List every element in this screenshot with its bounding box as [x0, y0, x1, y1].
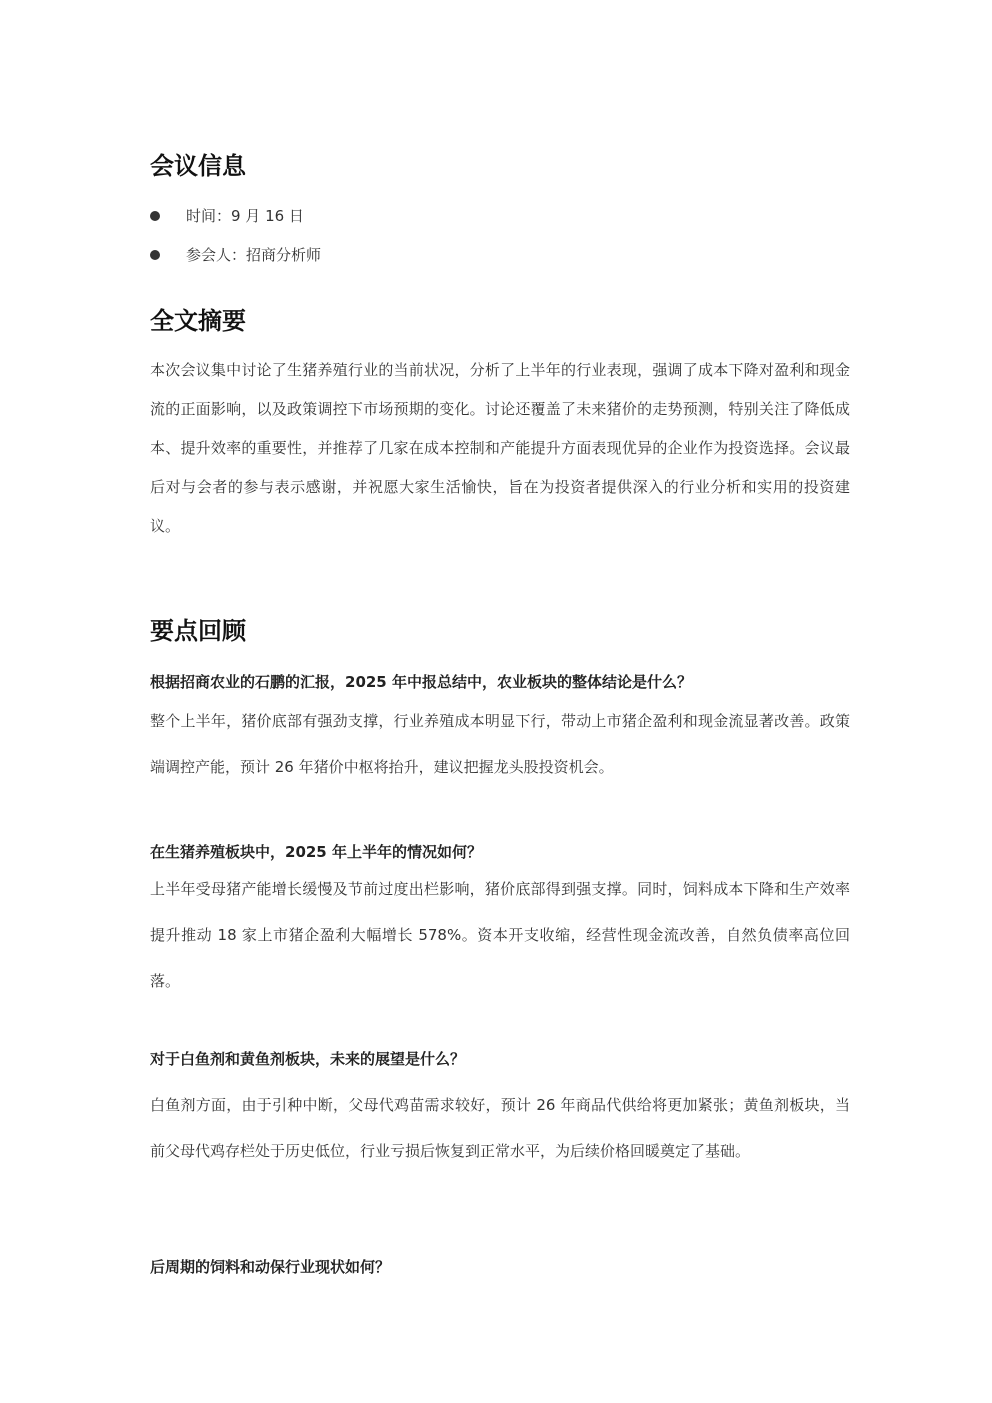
bullet-dot-icon [150, 211, 160, 221]
summary-paragraph: 本次会议集中讨论了生猪养殖行业的当前状况，分析了上半年的行业表现，强调了成本下降对盈利和现金流的正面影响，以及政策调控下市场预期的变化。讨论还覆盖了未来猪价的走势预测，特别关注了降低成本、提升效率的重要性，并推荐了几家在成本控制和产能提升方面表现优异的企业作为投资选择。会议最后对与会者的参与表示感谢，并祝愿大家生活愉快，旨在为投资者提供深入的行业分析和实用的投资建议。 [150, 361, 850, 535]
key-point-question-3: 对于白鱼剂和黄鱼剂板块，未来的展望是什么？ [150, 1050, 466, 1068]
key-point-answer-3: 白鱼剂方面，由于引种中断，父母代鸡苗需求较好，预计 26 年商品代供给将更加紧张；黄鱼剂板块，当前父母代鸡存栏处于历史低位，行业亏损后恢复到正常水平，为后续价格回暖奠定了基础。 [150, 1096, 850, 1160]
bullet-dot-icon [150, 250, 160, 260]
key-point-question-1: 根据招商农业的石鹏的汇报，2025 年中报总结中，农业板块的整体结论是什么？ [150, 673, 692, 691]
meeting-time-text: 时间：9 月 16 日 [186, 207, 304, 225]
key-point-question-4: 后周期的饲料和动保行业现状如何？ [150, 1258, 391, 1276]
summary-heading: 全文摘要 [150, 307, 246, 335]
key-point-question-2: 在生猪养殖板块中，2025 年上半年的情况如何？ [150, 843, 482, 861]
key-point-answer-1: 整个上半年，猪价底部有强劲支撑，行业养殖成本明显下行，带动上市猪企盈利和现金流显著改善。政策端调控产能，预计 26 年猪价中枢将抬升，建议把握龙头股投资机会。 [150, 712, 850, 776]
meeting-attendees-text: 参会人：招商分析师 [186, 246, 322, 264]
key-point-answer-2: 上半年受母猪产能增长缓慢及节前过度出栏影响，猪价底部得到强支撑。同时，饲料成本下降和生产效率提升推动 18 家上市猪企盈利大幅增长 578%。资本开支收缩，经营性现金流改善，自然负债率高位回落。 [150, 880, 850, 990]
meeting-info-heading: 会议信息 [150, 152, 246, 180]
key-points-heading: 要点回顾 [150, 617, 246, 645]
